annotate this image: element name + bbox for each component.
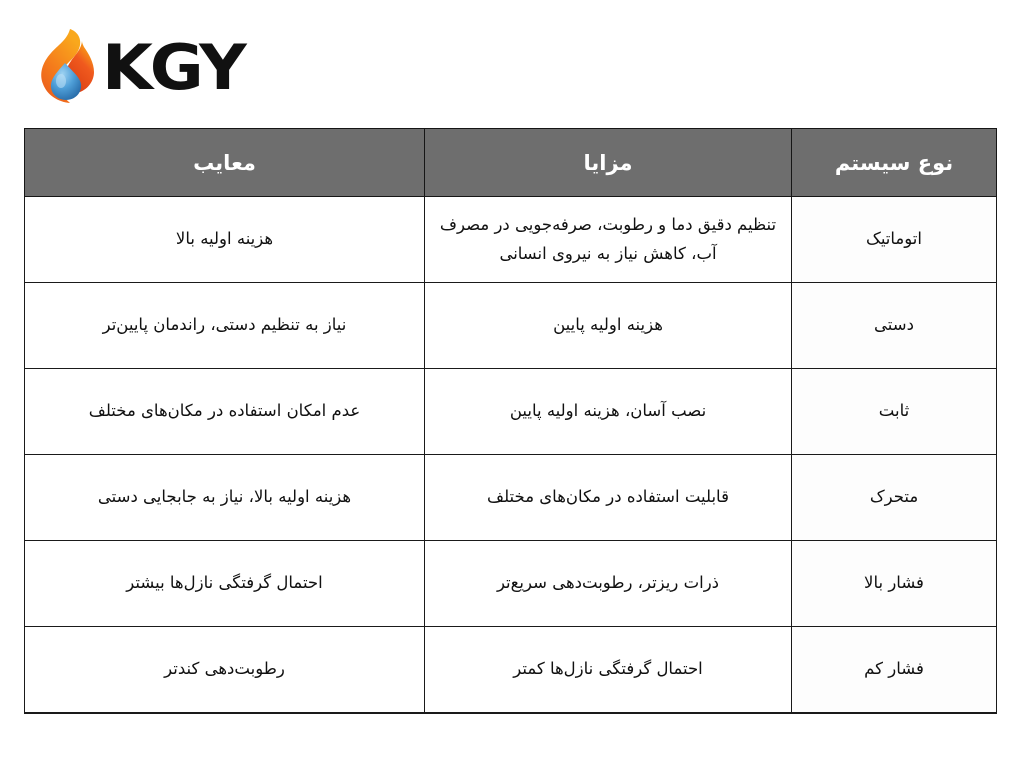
table-row	[25, 369, 997, 455]
column-header-disadvantages: معایب	[25, 129, 425, 197]
cell-disadvantages: رطوبت‌دهی کندتر	[25, 627, 425, 713]
table-body	[25, 197, 997, 713]
brand-wordmark: KGY	[102, 31, 244, 104]
cell-advantages: هزینه اولیه پایین	[425, 283, 792, 369]
table-row	[25, 283, 997, 369]
header-row	[25, 129, 997, 197]
cell-disadvantages: نیاز به تنظیم دستی، راندمان پایین‌تر	[25, 283, 425, 369]
cell-system-type: دستی	[792, 283, 997, 369]
cell-advantages: نصب آسان، هزینه اولیه پایین	[425, 369, 792, 455]
column-header-system-type: نوع سیستم	[792, 129, 997, 197]
system-comparison-table	[24, 128, 997, 714]
cell-advantages: ذرات ریزتر، رطوبت‌دهی سریع‌تر	[425, 541, 792, 627]
cell-system-type: فشار بالا	[792, 541, 997, 627]
table-row	[25, 541, 997, 627]
cell-disadvantages: احتمال گرفتگی نازل‌ها بیشتر	[25, 541, 425, 627]
cell-system-type: متحرک	[792, 455, 997, 541]
cell-disadvantages: عدم امکان استفاده در مکان‌های مختلف	[25, 369, 425, 455]
cell-advantages: احتمال گرفتگی نازل‌ها کمتر	[425, 627, 792, 713]
table-row	[25, 455, 997, 541]
table-row	[25, 627, 997, 713]
cell-system-type: اتوماتیک	[792, 197, 997, 283]
cell-advantages: تنظیم دقیق دما و رطوبت، صرفه‌جویی در مصرف آب، کاهش نیاز به نیروی انسانی	[425, 197, 792, 283]
cell-system-type: فشار کم	[792, 627, 997, 713]
comparison-table-container	[25, 128, 997, 714]
cell-disadvantages: هزینه اولیه بالا، نیاز به جابجایی دستی	[25, 455, 425, 541]
flame-water-drop-icon	[38, 27, 100, 105]
table-row	[25, 197, 997, 283]
table-header	[25, 129, 997, 197]
cell-advantages: قابلیت استفاده در مکان‌های مختلف	[425, 455, 792, 541]
cell-disadvantages: هزینه اولیه بالا	[25, 197, 425, 283]
cell-system-type: ثابت	[792, 369, 997, 455]
column-header-advantages: مزایا	[425, 129, 792, 197]
brand-logo	[38, 26, 244, 106]
